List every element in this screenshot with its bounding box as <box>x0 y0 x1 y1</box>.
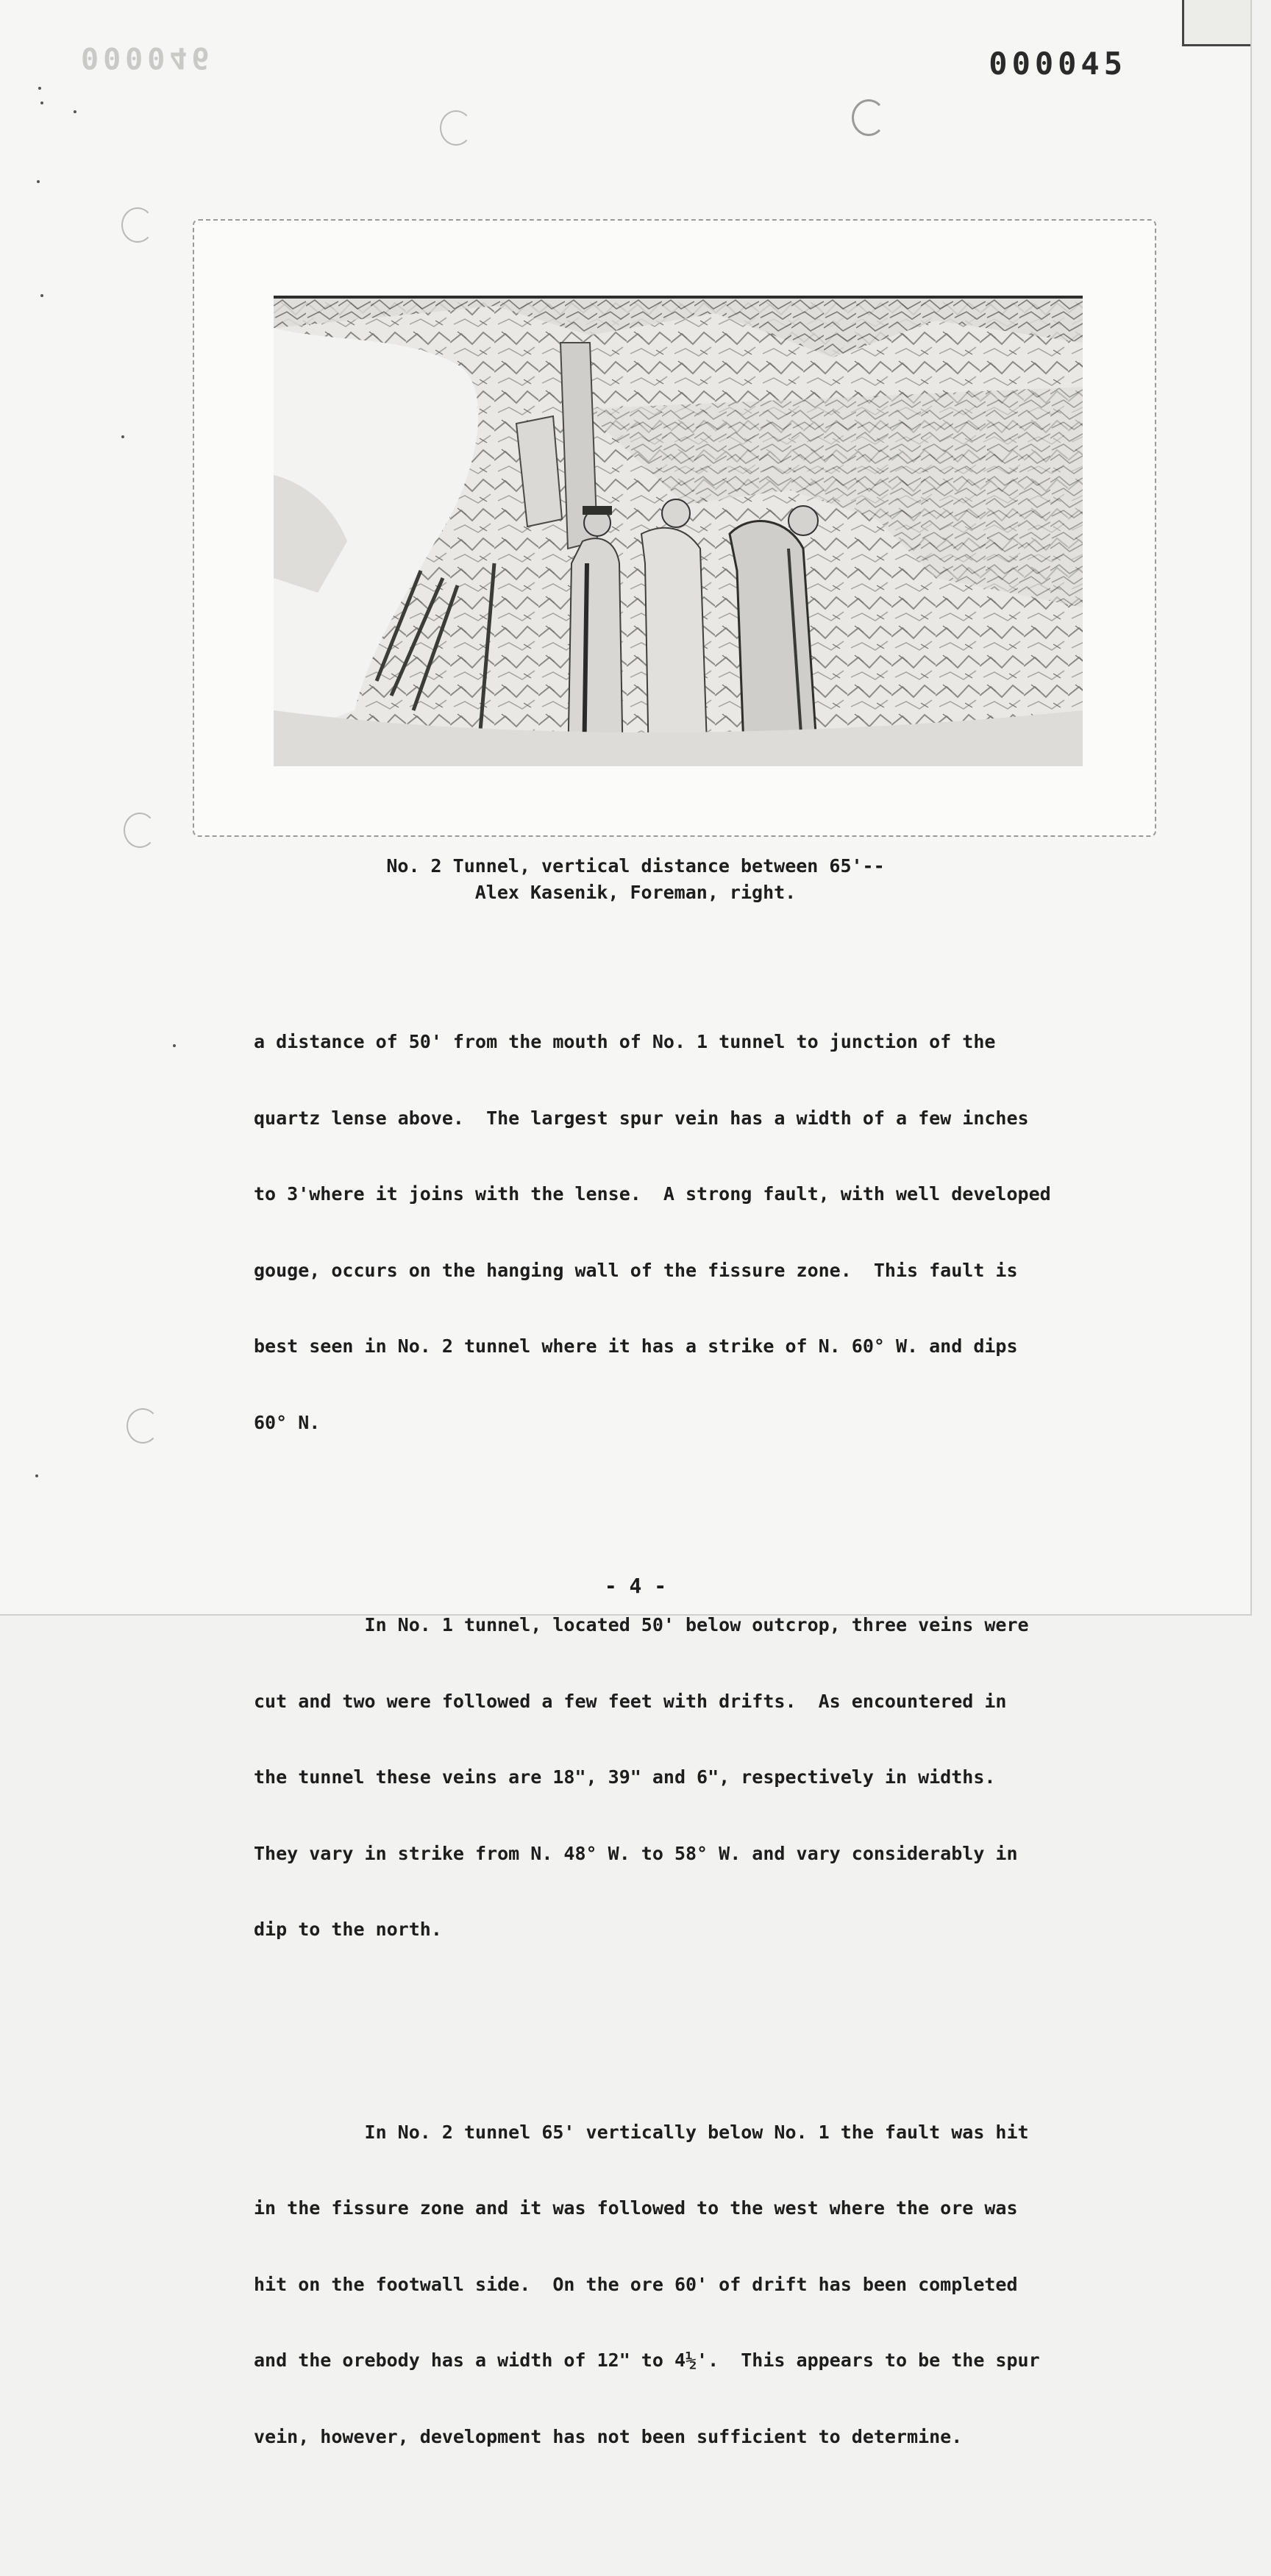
paper-speck <box>37 180 40 183</box>
text-line: gouge, occurs on the hanging wall of the fissure zone. This fault is <box>254 1259 1018 1281</box>
caption-line: No. 2 Tunnel, vertical distance between 65'-- <box>386 855 885 877</box>
photo-mount-frame <box>193 219 1156 837</box>
text-line: to 3'where it joins with the lense. A strong fault, with well developed <box>254 1183 1051 1205</box>
page-number: - 4 - <box>604 1574 667 1598</box>
text-line: cut and two were followed a few feet with drifts. As encountered in <box>254 1690 1007 1712</box>
ghost-stamp-number: 000046 <box>81 40 214 74</box>
text-line: and the orebody has a width of 12" to 4½'. This appears to be the spur <box>254 2350 1040 2371</box>
text-line: quartz lense above. The largest spur vein has a width of a few inches <box>254 1107 1029 1129</box>
paper-speck <box>173 1044 176 1047</box>
text-line: 60° N. <box>254 1411 321 1433</box>
punch-hole-mark <box>121 207 154 243</box>
paper-speck <box>40 101 43 104</box>
document-body <box>254 928 1151 2576</box>
page-corner-tab <box>1182 0 1250 46</box>
paper-speck <box>121 435 124 438</box>
text-line: the tunnel these veins are 18", 39" and 6", respectively in widths. <box>254 1766 996 1788</box>
photo-caption <box>0 853 1271 906</box>
punch-hole-mark <box>852 99 886 136</box>
document-stamp-number: 000045 <box>989 46 1127 82</box>
caption-line: Alex Kasenik, Foreman, right. <box>474 882 797 903</box>
paragraph <box>254 1562 1151 1994</box>
punch-hole-mark <box>124 813 156 848</box>
text-line: best seen in No. 2 tunnel where it has a strike of N. 60° W. and dips <box>254 1335 1018 1357</box>
paper-speck <box>74 110 76 113</box>
text-line: dip to the north. <box>254 1919 442 1940</box>
text-line: In No. 1 tunnel, located 50' below outcrop, three veins were <box>254 1614 1029 1635</box>
photo-image <box>274 299 1083 766</box>
paragraph <box>254 979 1151 1486</box>
paragraph <box>254 2069 1151 2501</box>
mine-tunnel-photo <box>274 296 1083 766</box>
paper-speck <box>35 1474 38 1477</box>
text-line: They vary in strike from N. 48° W. to 58° W. and vary considerably in <box>254 1842 1018 1864</box>
text-line: in the fissure zone and it was followed to the west where the ore was <box>254 2197 1018 2219</box>
text-line: hit on the footwall side. On the ore 60' of drift has been completed <box>254 2273 1018 2295</box>
text-line: a distance of 50' from the mouth of No. 1 tunnel to junction of the <box>254 1031 996 1052</box>
text-line: vein, however, development has not been sufficient to determine. <box>254 2425 963 2447</box>
paper-speck <box>38 87 41 90</box>
punch-hole-mark <box>127 1408 159 1444</box>
text-line: In No. 2 tunnel 65' vertically below No. 1 the fault was hit <box>254 2121 1029 2143</box>
paper-speck <box>40 294 43 297</box>
punch-hole-mark <box>440 110 472 146</box>
